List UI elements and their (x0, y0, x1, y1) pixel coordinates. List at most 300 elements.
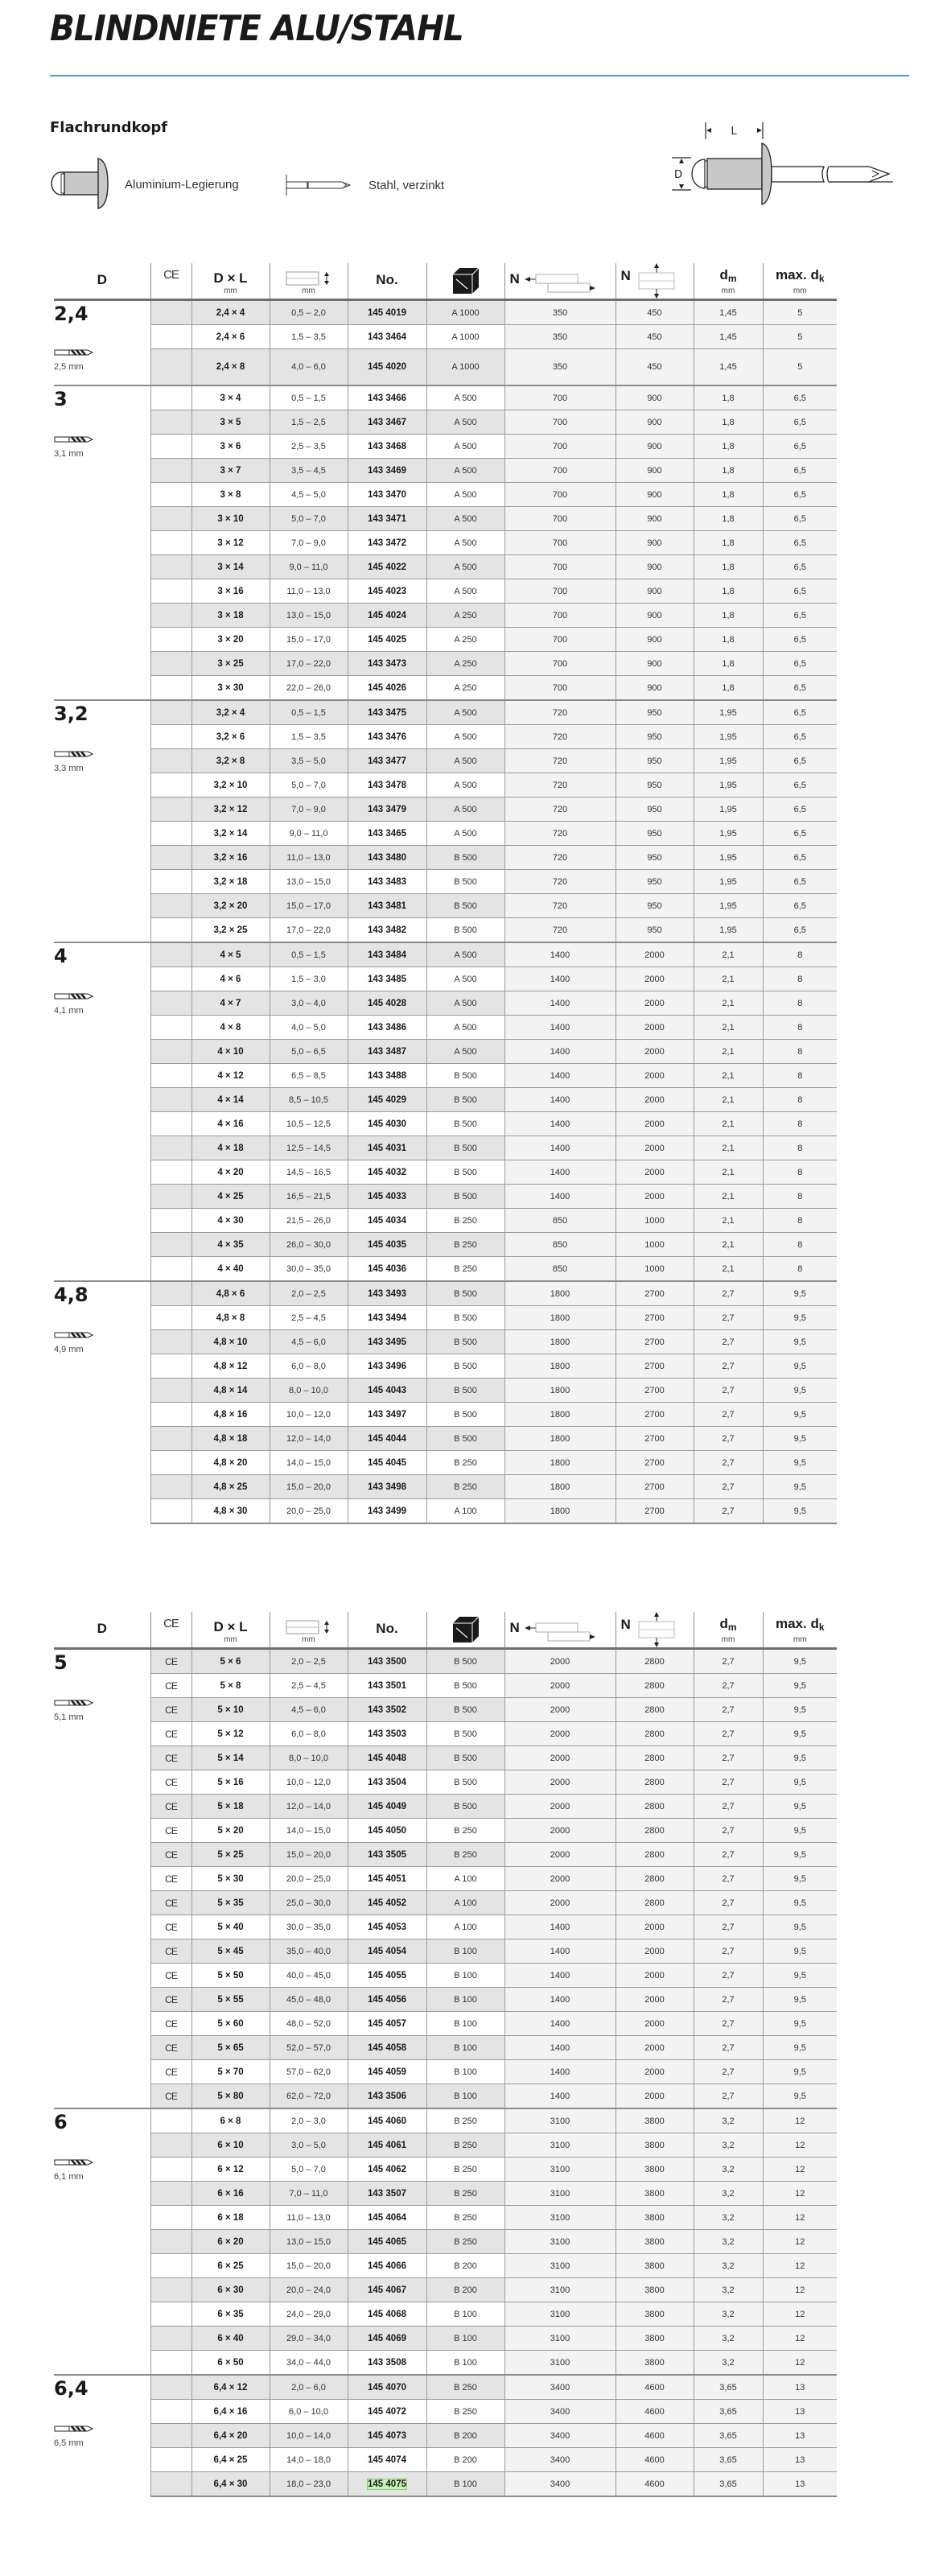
max-dk-cell: 9,5 (763, 1819, 837, 1843)
max-dk-cell: 5 (763, 349, 837, 386)
dimension-cell: 4,8 × 20 (191, 1451, 270, 1475)
article-no-cell[interactable]: 145 4068 (348, 2302, 426, 2327)
package-cell: A 500 (426, 385, 504, 410)
table-row (54, 2182, 837, 2206)
dm-cell: 2,1 (694, 1016, 763, 1040)
tensile-force-cell: 2000 (616, 1915, 694, 1939)
table-row (54, 2060, 837, 2084)
article-no-cell[interactable]: 145 4059 (348, 2060, 426, 2084)
article-no-cell[interactable]: 145 4043 (348, 1379, 426, 1403)
dimension-cell: 6,4 × 25 (191, 2448, 270, 2472)
package-cell: A 500 (426, 967, 504, 991)
grip-range-cell: 5,0 – 6,5 (270, 1040, 348, 1064)
grip-range-cell: 26,0 – 30,0 (270, 1233, 348, 1257)
table-row (54, 628, 837, 652)
shear-force-cell: 2000 (504, 1746, 616, 1770)
tensile-force-cell: 900 (616, 652, 694, 676)
tensile-force-cell: 2800 (616, 1746, 694, 1770)
tensile-force-cell: 950 (616, 822, 694, 846)
dm-cell: 2,7 (694, 1427, 763, 1451)
article-no-cell[interactable]: 143 3480 (348, 846, 426, 870)
article-no-cell[interactable]: 143 3497 (348, 1403, 426, 1427)
max-dk-cell: 6,5 (763, 385, 837, 410)
article-no-cell[interactable]: 145 4057 (348, 2012, 426, 2036)
table-row (54, 579, 837, 604)
table-row (54, 410, 837, 435)
article-no-cell[interactable]: 143 3479 (348, 798, 426, 822)
dimension-cell: 6 × 12 (191, 2158, 270, 2182)
article-no-cell[interactable]: 145 4034 (348, 1209, 426, 1233)
shear-force-cell: 700 (504, 652, 616, 676)
package-cell: A 100 (426, 1499, 504, 1524)
article-no-cell[interactable]: 145 4054 (348, 1939, 426, 1964)
dm-cell: 1,95 (694, 749, 763, 773)
grip-range-cell: 15,0 – 20,0 (270, 1475, 348, 1499)
article-no-cell[interactable]: 143 3504 (348, 1770, 426, 1795)
dm-cell: 2,7 (694, 1698, 763, 1722)
article-no-cell[interactable]: 145 4070 (348, 2375, 426, 2400)
article-no-cell[interactable]: 145 4065 (348, 2230, 426, 2254)
article-no-cell[interactable]: 145 4036 (348, 1257, 426, 1282)
tensile-force-cell: 950 (616, 846, 694, 870)
dimension-cell: 5 × 40 (191, 1915, 270, 1939)
header-shear-force: N (504, 263, 616, 300)
article-no-cell[interactable]: 145 4053 (348, 1915, 426, 1939)
package-cell: B 250 (426, 1843, 504, 1867)
dm-cell: 2,1 (694, 967, 763, 991)
drill-bit-icon (54, 2158, 94, 2167)
grip-range-cell: 24,0 – 29,0 (270, 2302, 348, 2327)
article-no-cell[interactable]: 143 3499 (348, 1499, 426, 1524)
grip-range-cell: 7,0 – 11,0 (270, 2182, 348, 2206)
table-row (54, 1819, 837, 1843)
ce-mark-icon: CE (165, 2042, 177, 2054)
dm-cell: 1,95 (694, 870, 763, 894)
article-no-cell[interactable]: 145 4073 (348, 2424, 426, 2448)
article-no-cell[interactable]: 145 4062 (348, 2158, 426, 2182)
table-header-row (54, 263, 837, 300)
article-no-cell[interactable]: 143 3471 (348, 507, 426, 531)
article-no-cell[interactable]: 145 4052 (348, 1891, 426, 1915)
table-row (54, 459, 837, 483)
grip-range-cell: 8,0 – 10,0 (270, 1379, 348, 1403)
drill-size-info (54, 348, 94, 372)
dimension-cell: 6 × 18 (191, 2206, 270, 2230)
article-no-cell[interactable]: 143 3493 (348, 1281, 426, 1306)
ce-mark-cell (150, 507, 191, 531)
dimension-cell: 5 × 60 (191, 2012, 270, 2036)
article-no-cell[interactable]: 143 3501 (348, 1674, 426, 1698)
article-no-cell[interactable]: 145 4035 (348, 1233, 426, 1257)
article-no-cell[interactable]: 143 3496 (348, 1354, 426, 1379)
diameter-group-cell (54, 300, 150, 386)
tensile-force-cell: 900 (616, 483, 694, 507)
max-dk-cell: 6,5 (763, 773, 837, 798)
drill-bit-icon (54, 749, 94, 759)
tensile-force-cell: 4600 (616, 2400, 694, 2424)
article-no-cell[interactable]: 143 3476 (348, 725, 426, 749)
tensile-force-cell: 3800 (616, 2133, 694, 2158)
package-cell: B 250 (426, 1819, 504, 1843)
article-no-cell[interactable]: 143 3483 (348, 870, 426, 894)
dimension-cell: 4 × 7 (191, 991, 270, 1016)
article-no-cell[interactable]: 145 4033 (348, 1185, 426, 1209)
article-no-cell[interactable]: 145 4061 (348, 2133, 426, 2158)
article-no-cell[interactable]: 143 3468 (348, 435, 426, 459)
max-dk-cell: 9,5 (763, 2084, 837, 2109)
article-no-cell[interactable]: 143 3507 (348, 2182, 426, 2206)
max-dk-cell: 8 (763, 942, 837, 967)
article-no-cell[interactable]: 145 4075 (348, 2472, 426, 2497)
max-dk-cell: 12 (763, 2108, 837, 2133)
max-dk-cell: 9,5 (763, 1330, 837, 1354)
dm-cell: 1,8 (694, 555, 763, 579)
shear-force-cell: 1400 (504, 2012, 616, 2036)
diameter-label: 4 (54, 945, 68, 967)
max-dk-cell: 5 (763, 300, 837, 325)
article-no-cell[interactable]: 143 3505 (348, 1843, 426, 1867)
article-no-cell[interactable]: 143 3477 (348, 749, 426, 773)
table-row (54, 1915, 837, 1939)
package-cell: B 500 (426, 1136, 504, 1160)
article-no-cell[interactable]: 143 3498 (348, 1475, 426, 1499)
dimension-cell: 2,4 × 4 (191, 300, 270, 325)
table-row (54, 1209, 837, 1233)
dm-cell: 3,2 (694, 2182, 763, 2206)
dm-cell: 1,95 (694, 822, 763, 846)
article-no-cell[interactable]: 143 3500 (348, 1649, 426, 1674)
max-dk-cell: 8 (763, 991, 837, 1016)
ce-mark-cell (150, 2108, 191, 2133)
article-no-cell[interactable]: 145 4069 (348, 2327, 426, 2351)
diameter-label: 5 (54, 1651, 68, 1674)
grip-range-cell: 14,0 – 18,0 (270, 2448, 348, 2472)
tensile-force-cell: 1000 (616, 1209, 694, 1233)
article-no-cell[interactable]: 143 3486 (348, 1016, 426, 1040)
package-cell: A 500 (426, 822, 504, 846)
ce-mark-cell (150, 1354, 191, 1379)
article-no-cell[interactable]: 145 4064 (348, 2206, 426, 2230)
ce-mark-cell (150, 2400, 191, 2424)
dimension-cell: 4,8 × 18 (191, 1427, 270, 1451)
dimension-cell: 6 × 35 (191, 2302, 270, 2327)
grip-range-icon (285, 1620, 333, 1634)
table-row (54, 1843, 837, 1867)
article-no-cell[interactable]: 145 4049 (348, 1795, 426, 1819)
article-no-cell[interactable]: 145 4050 (348, 1819, 426, 1843)
grip-range-cell: 16,5 – 21,5 (270, 1185, 348, 1209)
header-package (426, 263, 504, 300)
package-cell: A 1000 (426, 300, 504, 325)
dm-cell: 1,45 (694, 349, 763, 386)
table-row (54, 1306, 837, 1330)
dimension-cell: 3 × 12 (191, 531, 270, 555)
grip-range-cell: 4,0 – 5,0 (270, 1016, 348, 1040)
grip-range-cell: 11,0 – 13,0 (270, 846, 348, 870)
dimension-cell: 4 × 30 (191, 1209, 270, 1233)
shear-force-cell: 700 (504, 483, 616, 507)
shear-force-cell: 2000 (504, 1698, 616, 1722)
article-no-cell[interactable]: 143 3472 (348, 531, 426, 555)
shear-force-cell: 1400 (504, 1040, 616, 1064)
package-cell: B 500 (426, 1698, 504, 1722)
grip-range-cell: 10,0 – 12,0 (270, 1403, 348, 1427)
article-no-cell[interactable]: 143 3481 (348, 894, 426, 918)
ce-mark-cell (150, 894, 191, 918)
grip-range-cell: 20,0 – 25,0 (270, 1499, 348, 1524)
dm-cell: 2,7 (694, 2036, 763, 2060)
article-no-cell[interactable]: 145 4045 (348, 1451, 426, 1475)
table-row (54, 1112, 837, 1136)
dm-cell: 1,8 (694, 459, 763, 483)
article-no-cell[interactable]: 145 4022 (348, 555, 426, 579)
article-no-cell[interactable]: 143 3482 (348, 918, 426, 943)
tensile-force-cell: 2000 (616, 1988, 694, 2012)
package-cell: B 250 (426, 2133, 504, 2158)
diameter-label: 3,2 (54, 703, 89, 725)
ce-mark-cell (150, 1939, 191, 1964)
ce-mark-icon: CE (165, 1655, 177, 1667)
article-no-cell[interactable]: 145 4060 (348, 2108, 426, 2133)
dimension-cell: 4 × 16 (191, 1112, 270, 1136)
article-no-cell[interactable]: 145 4028 (348, 991, 426, 1016)
package-cell: B 500 (426, 1306, 504, 1330)
max-dk-cell: 6,5 (763, 870, 837, 894)
dimension-cell: 3,2 × 4 (191, 700, 270, 725)
article-no-cell[interactable]: 145 4026 (348, 676, 426, 701)
shear-force-icon (523, 1620, 595, 1644)
rivet-body-icon (50, 158, 110, 211)
drill-size-info (54, 2158, 94, 2182)
dm-cell: 1,8 (694, 385, 763, 410)
dimension-cell: 6 × 8 (191, 2108, 270, 2133)
shear-force-cell: 720 (504, 749, 616, 773)
grip-range-cell: 52,0 – 57,0 (270, 2036, 348, 2060)
package-cell: B 100 (426, 2084, 504, 2109)
ce-mark-cell (150, 870, 191, 894)
dimension-cell: 3,2 × 14 (191, 822, 270, 846)
dimension-cell: 3 × 6 (191, 435, 270, 459)
article-no-cell[interactable]: 143 3466 (348, 385, 426, 410)
table-row (54, 1722, 837, 1746)
dm-cell: 3,2 (694, 2206, 763, 2230)
tensile-force-cell: 450 (616, 349, 694, 386)
grip-range-cell: 20,0 – 25,0 (270, 1867, 348, 1891)
article-no-cell[interactable]: 145 4029 (348, 1088, 426, 1112)
diameter-label: 6,4 (54, 2377, 89, 2400)
grip-range-cell: 3,0 – 4,0 (270, 991, 348, 1016)
grip-range-cell: 20,0 – 24,0 (270, 2278, 348, 2302)
package-cell: B 500 (426, 1649, 504, 1674)
package-cell: A 100 (426, 1867, 504, 1891)
dm-cell: 2,7 (694, 1795, 763, 1819)
article-no-cell[interactable]: 145 4072 (348, 2400, 426, 2424)
grip-range-cell: 15,0 – 20,0 (270, 2254, 348, 2278)
table-row (54, 700, 837, 725)
shear-force-cell: 1400 (504, 967, 616, 991)
tensile-force-cell: 2700 (616, 1306, 694, 1330)
dm-cell: 3,2 (694, 2108, 763, 2133)
dm-cell: 1,8 (694, 604, 763, 628)
article-no-cell[interactable]: 145 4019 (348, 300, 426, 325)
drill-size-label: 3,1 mm (54, 449, 84, 459)
article-no-cell[interactable]: 145 4030 (348, 1112, 426, 1136)
article-no-cell[interactable]: 145 4044 (348, 1427, 426, 1451)
article-no-cell[interactable]: 145 4058 (348, 2036, 426, 2060)
dm-cell: 2,7 (694, 1722, 763, 1746)
grip-range-cell: 6,0 – 8,0 (270, 1722, 348, 1746)
table-row (54, 1674, 837, 1698)
max-dk-cell: 8 (763, 1040, 837, 1064)
article-no-cell[interactable]: 145 4051 (348, 1867, 426, 1891)
dm-cell: 2,1 (694, 1136, 763, 1160)
article-no-cell[interactable]: 143 3469 (348, 459, 426, 483)
tensile-force-cell: 2000 (616, 2060, 694, 2084)
ce-mark-cell (150, 1040, 191, 1064)
table-row (54, 918, 837, 943)
article-no-cell[interactable]: 143 3473 (348, 652, 426, 676)
article-no-cell[interactable]: 143 3478 (348, 773, 426, 798)
article-no-cell[interactable]: 143 3508 (348, 2351, 426, 2376)
package-cell: B 100 (426, 2472, 504, 2497)
dm-cell: 2,7 (694, 1915, 763, 1939)
article-no-cell[interactable]: 143 3470 (348, 483, 426, 507)
package-cell: A 500 (426, 798, 504, 822)
package-cell: B 500 (426, 846, 504, 870)
dimension-cell: 6 × 20 (191, 2230, 270, 2254)
grip-range-cell: 17,0 – 22,0 (270, 652, 348, 676)
table-row (54, 1233, 837, 1257)
dimension-cell: 4 × 40 (191, 1257, 270, 1282)
tensile-force-cell: 1000 (616, 1233, 694, 1257)
article-no-cell[interactable]: 143 3464 (348, 325, 426, 349)
article-no-cell[interactable]: 143 3494 (348, 1306, 426, 1330)
article-no-cell[interactable]: 143 3495 (348, 1330, 426, 1354)
article-no-cell[interactable]: 143 3467 (348, 410, 426, 435)
article-no-cell[interactable]: 145 4024 (348, 604, 426, 628)
shear-force-cell: 2000 (504, 1795, 616, 1819)
article-no-cell[interactable]: 145 4067 (348, 2278, 426, 2302)
header-dm: $d_m$ mm (694, 263, 763, 300)
dm-cell: 2,7 (694, 1306, 763, 1330)
article-no-cell[interactable]: 145 4074 (348, 2448, 426, 2472)
article-no-cell[interactable]: 143 3465 (348, 822, 426, 846)
max-dk-cell: 6,5 (763, 918, 837, 943)
grip-range-cell: 17,0 – 22,0 (270, 918, 348, 943)
shear-force-cell: 3100 (504, 2206, 616, 2230)
dimension-cell: 3,2 × 25 (191, 918, 270, 943)
table-row (54, 1867, 837, 1891)
article-no-cell[interactable]: 143 3475 (348, 700, 426, 725)
dimension-cell: 3 × 14 (191, 555, 270, 579)
table-row (54, 1016, 837, 1040)
article-no-cell[interactable]: 143 3488 (348, 1064, 426, 1088)
dimension-cell: 3 × 7 (191, 459, 270, 483)
dm-cell: 2,7 (694, 1354, 763, 1379)
diameter-label: 2,4 (54, 303, 89, 325)
dm-cell: 1,95 (694, 918, 763, 943)
article-no-cell[interactable]: 143 3502 (348, 1698, 426, 1722)
article-no-cell[interactable]: 143 3506 (348, 2084, 426, 2109)
table-row (54, 2206, 837, 2230)
dimension-cell: 5 × 55 (191, 1988, 270, 2012)
article-no-cell[interactable]: 143 3487 (348, 1040, 426, 1064)
dimension-cell: 5 × 70 (191, 2060, 270, 2084)
grip-range-cell: 14,0 – 15,0 (270, 1451, 348, 1475)
tensile-force-cell: 2700 (616, 1330, 694, 1354)
ce-mark-cell (150, 1698, 191, 1722)
dm-cell: 2,7 (694, 1403, 763, 1427)
legend-item-mandrel (286, 173, 444, 197)
tensile-force-cell: 2000 (616, 1939, 694, 1964)
max-dk-cell: 6,5 (763, 676, 837, 701)
article-no-cell[interactable]: 145 4023 (348, 579, 426, 604)
article-no-cell[interactable]: 145 4066 (348, 2254, 426, 2278)
table-row (54, 2084, 837, 2109)
article-no-cell[interactable]: 143 3485 (348, 967, 426, 991)
dm-cell: 2,7 (694, 1475, 763, 1499)
tensile-force-cell: 2000 (616, 1040, 694, 1064)
tensile-force-cell: 3800 (616, 2182, 694, 2206)
dimension-cell: 5 × 20 (191, 1819, 270, 1843)
grip-range-cell: 2,5 – 4,5 (270, 1306, 348, 1330)
dimension-cell: 5 × 18 (191, 1795, 270, 1819)
grip-range-cell: 13,0 – 15,0 (270, 870, 348, 894)
dimension-cell: 6 × 50 (191, 2351, 270, 2376)
table-row (54, 1354, 837, 1379)
article-no-cell[interactable]: 145 4031 (348, 1136, 426, 1160)
drill-size-info (54, 2424, 94, 2448)
dimension-cell: 5 × 6 (191, 1649, 270, 1674)
table-row (54, 2327, 837, 2351)
shear-force-cell: 700 (504, 459, 616, 483)
max-dk-cell: 8 (763, 1016, 837, 1040)
ce-mark-cell (150, 652, 191, 676)
shear-force-cell: 3100 (504, 2278, 616, 2302)
max-dk-cell: 9,5 (763, 2012, 837, 2036)
dm-cell: 2,7 (694, 1843, 763, 1867)
tensile-force-cell: 2800 (616, 1649, 694, 1674)
drill-bit-icon (54, 1330, 94, 1340)
article-no-cell[interactable]: 145 4055 (348, 1964, 426, 1988)
ce-mark-cell (150, 1160, 191, 1185)
dm-cell: 2,1 (694, 1257, 763, 1282)
shear-force-cell: 1400 (504, 1160, 616, 1185)
article-no-cell[interactable]: 145 4020 (348, 349, 426, 386)
dimension-cell: 4 × 8 (191, 1016, 270, 1040)
tensile-force-cell: 4600 (616, 2472, 694, 2497)
grip-range-cell: 0,5 – 1,5 (270, 385, 348, 410)
dimension-cell: 4,8 × 12 (191, 1354, 270, 1379)
dm-cell: 1,45 (694, 300, 763, 325)
dimension-cell: 3,2 × 10 (191, 773, 270, 798)
article-no-cell[interactable]: 145 4032 (348, 1160, 426, 1185)
tensile-force-cell: 2000 (616, 2084, 694, 2109)
dimension-cell: 4 × 18 (191, 1136, 270, 1160)
article-no-cell[interactable]: 143 3484 (348, 942, 426, 967)
article-no-cell[interactable]: 145 4048 (348, 1746, 426, 1770)
article-no-cell[interactable]: 145 4025 (348, 628, 426, 652)
diameter-label: 4,8 (54, 1284, 89, 1306)
shear-force-cell: 3100 (504, 2254, 616, 2278)
package-cell: B 500 (426, 1354, 504, 1379)
max-dk-cell: 6,5 (763, 652, 837, 676)
grip-range-cell: 30,0 – 35,0 (270, 1257, 348, 1282)
article-no-cell[interactable]: 143 3503 (348, 1722, 426, 1746)
article-no-cell[interactable]: 145 4056 (348, 1988, 426, 2012)
ce-mark-cell (150, 1136, 191, 1160)
grip-range-cell: 1,5 – 2,5 (270, 410, 348, 435)
